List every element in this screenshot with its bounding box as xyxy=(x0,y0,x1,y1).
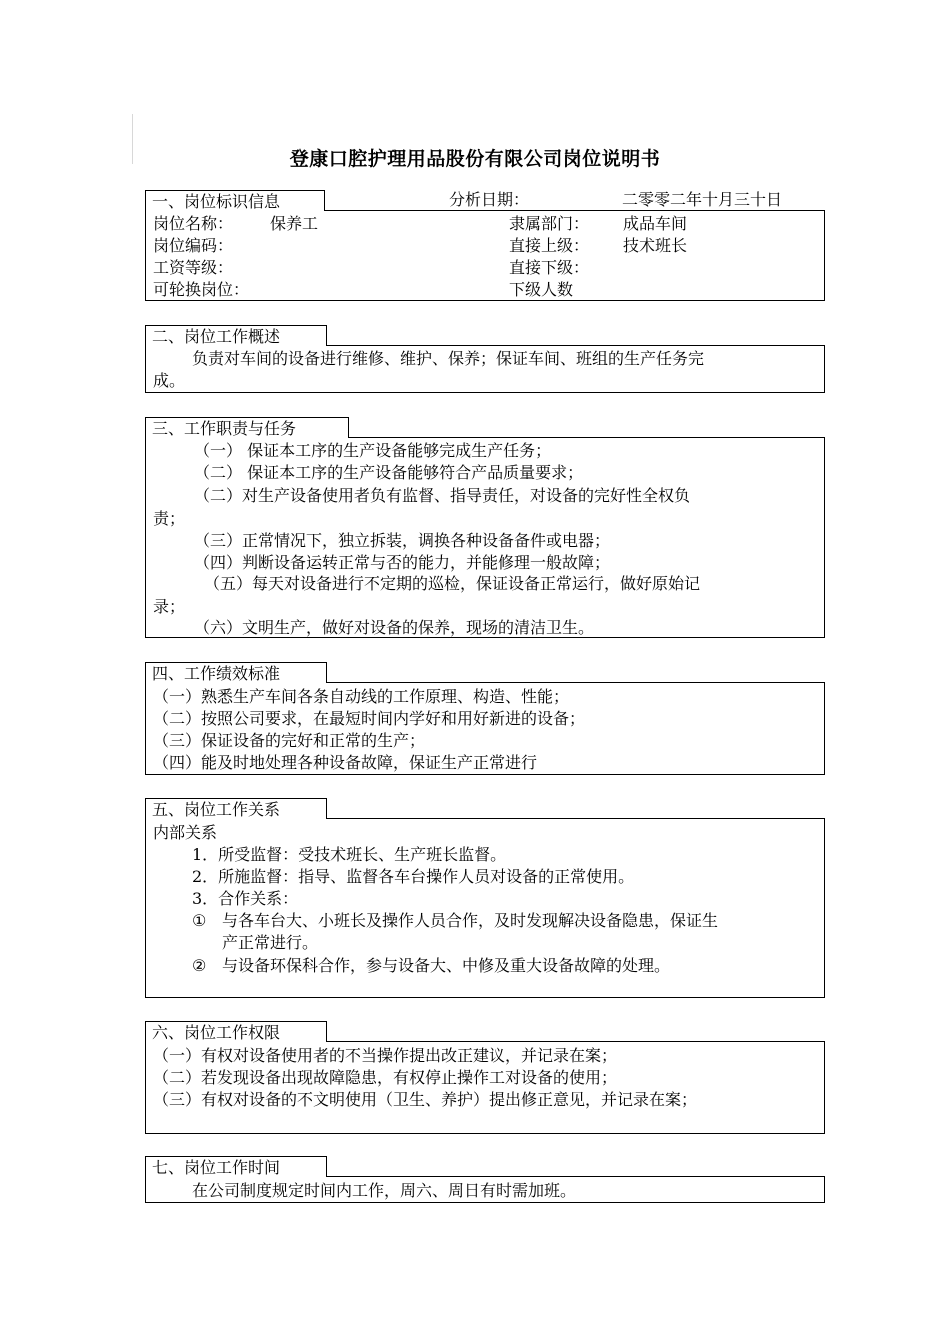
department-label: 隶属部门： xyxy=(509,214,590,233)
duty-item: 录； xyxy=(153,597,186,616)
authority-item: （二）若发现设备出现故障隐患，有权停止操作工对设备的使用； xyxy=(153,1068,618,1087)
document-title: 登康口腔护理用品股份有限公司岗位说明书 xyxy=(289,148,661,170)
duty-item: （四）判断设备运转正常与否的能力，并能修理一般故障； xyxy=(194,553,611,572)
duty-item: （五）每天对设备进行不定期的巡检，保证设备正常运行，做好原始记 xyxy=(204,574,701,593)
job-name-value: 保养工 xyxy=(270,214,319,233)
superior-value: 技术班长 xyxy=(623,236,688,255)
section-7-heading: 七、岗位工作时间 xyxy=(145,1156,327,1177)
analysis-date-label: 分析日期： xyxy=(449,190,530,209)
standard-item: （一）熟悉生产车间各条自动线的工作原理、构造、性能； xyxy=(153,687,570,706)
relation-item: 1．所受监督：受技术班长、生产班长监督。 xyxy=(192,845,507,864)
cooperation-item-2: 与设备环保科合作，参与设备大、中修及重大设备故障的处理。 xyxy=(222,956,671,975)
circled-number-1: ① xyxy=(192,911,207,930)
duty-item: 责； xyxy=(153,509,186,528)
section-2-heading: 二、岗位工作概述 xyxy=(145,325,327,346)
internal-relations-label: 内部关系 xyxy=(153,823,218,842)
duty-item: （一） 保证本工序的生产设备能够完成生产任务； xyxy=(194,441,552,460)
section-6-heading: 六、岗位工作权限 xyxy=(145,1021,327,1042)
standard-item: （三）保证设备的完好和正常的生产； xyxy=(153,731,426,750)
authority-item: （三）有权对设备的不文明使用（卫生、养护）提出修正意见，并记录在案； xyxy=(153,1090,698,1109)
duty-item: （二）对生产设备使用者负有监督、指导责任，对设备的完好性全权负 xyxy=(194,486,691,505)
cooperation-item-1-line-1: 与各车台大、小班长及操作人员合作，及时发现解决设备隐患，保证生 xyxy=(222,911,719,930)
relation-item: 3．合作关系： xyxy=(192,889,299,908)
section-3-heading: 三、工作职责与任务 xyxy=(145,417,349,438)
circled-number-2: ② xyxy=(192,956,207,975)
relation-item: 2．所施监督：指导、监督各车台操作人员对设备的正常使用。 xyxy=(192,867,635,886)
duty-item: （二） 保证本工序的生产设备能够符合产品质量要求； xyxy=(194,463,584,482)
section-5-heading: 五、岗位工作关系 xyxy=(145,798,327,819)
duty-item: （六）文明生产，做好对设备的保养，现场的清洁卫生。 xyxy=(194,618,595,637)
subordinate-count-label: 下级人数 xyxy=(509,280,574,299)
section-1-heading: 一、岗位标识信息 xyxy=(145,190,325,211)
department-value: 成品车间 xyxy=(623,214,688,233)
subordinate-label: 直接下级： xyxy=(509,258,590,277)
authority-item: （一）有权对设备使用者的不当操作提出改正建议，并记录在案； xyxy=(153,1046,618,1065)
standard-item: （四）能及时地处理各种设备故障，保证生产正常进行 xyxy=(153,753,538,772)
analysis-date-value: 二零零二年十月三十日 xyxy=(622,190,783,209)
rotation-label: 可轮换岗位： xyxy=(153,280,250,299)
work-time-text: 在公司制度规定时间内工作，周六、周日有时需加班。 xyxy=(192,1181,577,1200)
duty-item: （三）正常情况下，独立拆装，调换各种设备备件或电器； xyxy=(194,531,611,550)
cooperation-item-1-line-2: 产正常进行。 xyxy=(222,933,319,952)
job-name-label: 岗位名称： xyxy=(153,214,234,233)
superior-label: 直接上级： xyxy=(509,236,590,255)
standard-item: （二）按照公司要求，在最短时间内学好和用好新进的设备； xyxy=(153,709,586,728)
section-4-heading: 四、工作绩效标准 xyxy=(145,662,327,683)
overview-line-2: 成。 xyxy=(153,371,186,390)
salary-grade-label: 工资等级： xyxy=(153,258,234,277)
overview-line-1: 负责对车间的设备进行维修、维护、保养；保证车间、班组的生产任务完 xyxy=(192,349,705,368)
job-code-label: 岗位编码： xyxy=(153,236,234,255)
